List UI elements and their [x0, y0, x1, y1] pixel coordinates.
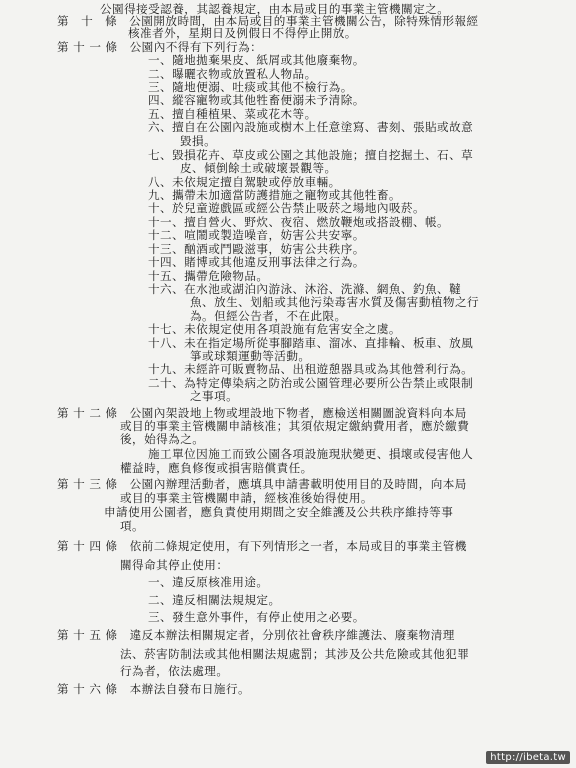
list-item: 二、違反相關法規規定。 — [148, 592, 281, 607]
list-item: 十八、未在指定場所從事腳踏車、溜冰、直排輪、板車、放風 — [148, 335, 474, 350]
list-item-continued: 箏或球類運動等活動。 — [190, 348, 311, 363]
list-item: 五、擅自種植果、菜或花木等。 — [148, 106, 317, 121]
article-15-line: 第 十 五 條 違反本辦法相關規定者，分別依社會秩序維護法、廢棄物清理 — [57, 627, 455, 642]
watermark: http://ibeta.tw — [486, 751, 570, 764]
article-10-line: 第 十 條 公園開放時間，由本局或目的事業主管機關公告，除特殊情形報經 — [57, 13, 479, 28]
text-line: 後，始得為之。 — [120, 432, 205, 447]
list-item: 一、隨地拋棄果皮、紙屑或其他廢棄物。 — [148, 53, 365, 68]
text-line: 或目的事業主管機關申請，經核准後始得使用。 — [120, 490, 373, 505]
text-line: 施工單位因施工而致公園各項設施現狀變更、損壞或侵害他人 — [148, 447, 474, 462]
text-line: 公園得接受認養，其認養規定，由本局或目的事業主管機關定之。 — [100, 1, 450, 16]
article-11-heading: 第 十 一 條 公園內不得有下列行為： — [57, 39, 263, 54]
list-item: 二、曝曬衣物或放置私人物品。 — [148, 66, 317, 81]
text-line: 關得命其停止使用： — [120, 557, 229, 572]
text-line: 行為者，依法處理。 — [120, 664, 229, 679]
list-item-continued: 魚、放生、划船或其他污染毒害水質及傷害動植物之行 — [190, 295, 480, 310]
list-item: 九、攜帶未加適當防護措施之寵物或其他牲畜。 — [148, 188, 401, 202]
list-item: 八、未依規定擅自駕駛或停放車輛。 — [148, 174, 341, 189]
list-item-continued: 之事項。 — [190, 389, 239, 404]
list-item: 十、於兒童遊戲區或經公告禁止吸菸之場地內吸菸。 — [148, 201, 426, 216]
list-item: 十七、未依規定使用各項設施有危害安全之虞。 — [148, 322, 401, 337]
list-item-continued: 毀損。 — [180, 133, 217, 148]
list-item: 十三、酗酒或鬥毆滋事，妨害公共秩序。 — [148, 241, 365, 256]
list-item: 一、違反原核准用途。 — [148, 575, 269, 590]
article-14-line: 第 十 四 條 依前二條規定使用，有下列情形之一者，本局或目的事業主管機 — [57, 538, 467, 553]
text-line: 項。 — [120, 518, 145, 533]
list-item: 十九、未經許可販賣物品、出租遊憩器具或為其他營利行為。 — [148, 362, 474, 377]
list-item: 三、發生意外事件，有停止使用之必要。 — [148, 610, 365, 625]
list-item: 三、隨地便溺、吐痰或其他不檢行為。 — [148, 80, 353, 94]
list-item: 四、縱容寵物或其他牲畜便溺未予清除。 — [148, 93, 365, 108]
text-line: 法、菸害防制法或其他相關法規處罰；其涉及公共危險或其他犯罪 — [120, 646, 470, 661]
text-line: 申請使用公園者，應負責使用期間之安全維護及公共秩序維持等事 — [104, 505, 454, 520]
list-item: 二十、為特定傳染病之防治或公園管理必要所公告禁止或限制 — [148, 375, 474, 390]
list-item: 十一、擅自營火、野炊、夜宿、燃放鞭炮或搭設棚、帳。 — [148, 214, 450, 229]
text-line: 權益時，應負修復或損害賠償責任。 — [120, 460, 313, 475]
list-item-continued: 皮、傾倒餘土或破壞景觀等。 — [180, 161, 337, 176]
text-line: 或目的事業主管機關申請核准；其須依規定繳納費用者，應於繳費 — [120, 418, 470, 433]
article-16-line: 第 十 六 條 本辦法自發布日施行。 — [57, 681, 251, 696]
list-item: 十五、攜帶危險物品。 — [148, 268, 269, 283]
list-item: 十二、喧鬧或製造噪音，妨害公共安寧。 — [148, 228, 365, 243]
list-item: 十六、在水池或湖泊內游泳、沐浴、洗滌、網魚、釣魚、韃 — [148, 281, 462, 296]
article-12-line: 第 十 二 條 公園內架設地上物或埋設地下物者，應檢送相關圖說資料向本局 — [57, 405, 467, 420]
article-13-line: 第 十 三 條 公園內辦理活動者，應填具申請書載明使用目的及時間，向本局 — [57, 477, 467, 492]
list-item: 七、毀損花卉、草皮或公園之其他設施；擅自挖掘土、石、草 — [148, 147, 474, 162]
list-item-continued: 為。但經公告者，不在此限。 — [190, 308, 347, 323]
text-line: 核准者外，星期日及例假日不得停止開放。 — [128, 25, 357, 40]
list-item: 六、擅自在公園內設施或樹木上任意塗寫、書刻、張貼或故意 — [148, 120, 474, 135]
list-item: 十四、賭博或其他違反刑事法律之行為。 — [148, 255, 365, 269]
